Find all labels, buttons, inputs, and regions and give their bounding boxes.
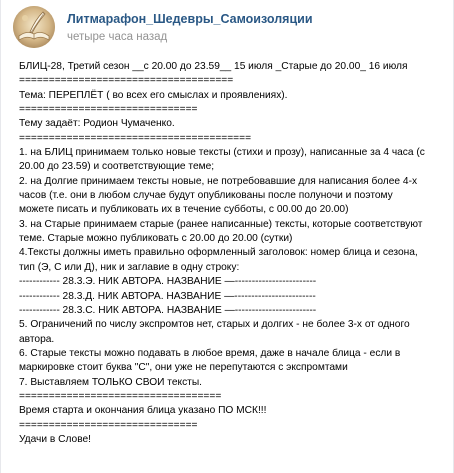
post-text-line: автора. <box>19 333 55 345</box>
post-text-line: теме. Старые можно публиковать с 20.00 до 20.00 (сутки) <box>19 233 293 245</box>
post-text-line: ============================== <box>19 104 198 116</box>
post-author-link[interactable]: Литмарафон_Шедевры_Самоизоляции <box>67 12 313 26</box>
post-text-line: Время старта и окончания блица указано ПО МСК!!! <box>19 405 267 417</box>
post-text-line: 6. Старые тексты можно подавать в любое время, даже в начале блица - если в <box>19 347 401 359</box>
post-text-line: 7. Выставляем ТОЛЬКО СВОИ тексты. <box>19 376 203 388</box>
book-quill-avatar-icon <box>13 6 55 48</box>
post-text-line: 2. на Долгие принимаем тексты новые, не потребовавшие для написания более 4-х <box>19 175 418 187</box>
post-timestamp[interactable]: четыре часа назад <box>67 31 168 43</box>
post-text-line: маркировке стоит буква "С", они уже не перепутаются с экспромтами <box>19 362 348 374</box>
post-text-line: ==================================== <box>19 75 234 87</box>
post-text-line: ------------ 28.3.Э. НИК АВТОРА. НАЗВАНИЕ —------------------------ <box>19 276 317 288</box>
post-text-line: БЛИЦ-28, Третий сезон __с 20.00 до 23.59__ 15 июля _Старые до 20.00_ 16 июля <box>19 61 408 72</box>
post-text-line: можете писать и публиковать их в течение субботы, с 00.00 до 20.00) <box>19 204 349 216</box>
post-text-line: ================================== <box>19 390 222 402</box>
post-text-line: Тему задаёт: Родион Чумаченко. <box>19 118 175 130</box>
post-text-line: ------------ 28.3.С. НИК АВТОРА. НАЗВАНИЕ —------------------------ <box>19 304 317 316</box>
post-text-line: ============================== <box>19 419 198 431</box>
post-text-line: 20.00 до 23.59) и соответствующие теме; <box>19 161 215 173</box>
post-text-line: 4.Тексты должны иметь правильно оформленный заголовок: номер блица и сезона, <box>19 247 418 259</box>
post-text <box>19 60 444 447</box>
post-text-line: Тема: ПЕРЕПЛЁТ ( во всех его смыслах и проявлениях). <box>19 89 288 101</box>
post-header <box>1 0 453 52</box>
post-text-line: часов (т.е. они в любом случае будут опубликованы после полуночи и поэтому <box>19 190 393 202</box>
post-text-line: 3. на Старые принимаем старые (ранее написанные) тексты, которые соответствуют <box>19 218 423 230</box>
community-avatar[interactable] <box>13 6 55 48</box>
post-text-line: тип (Э, С или Д), ник и заглавие в одну строку: <box>19 261 240 273</box>
post-text-line: 5. Ограничений по числу экспромтов нет, старых и долгих - не более 3-х от одного <box>19 319 410 331</box>
post-text-line: ------------ 28.3.Д. НИК АВТОРА. НАЗВАНИЕ —------------------------ <box>19 290 316 302</box>
post-text-line: 1. на БЛИЦ принимаем только новые тексты (стихи и прозу), написанные за 4 часа (с <box>19 147 425 159</box>
post-text-line: Удачи в Слове! <box>19 433 92 445</box>
post-text-line: ======================================= <box>19 132 252 144</box>
